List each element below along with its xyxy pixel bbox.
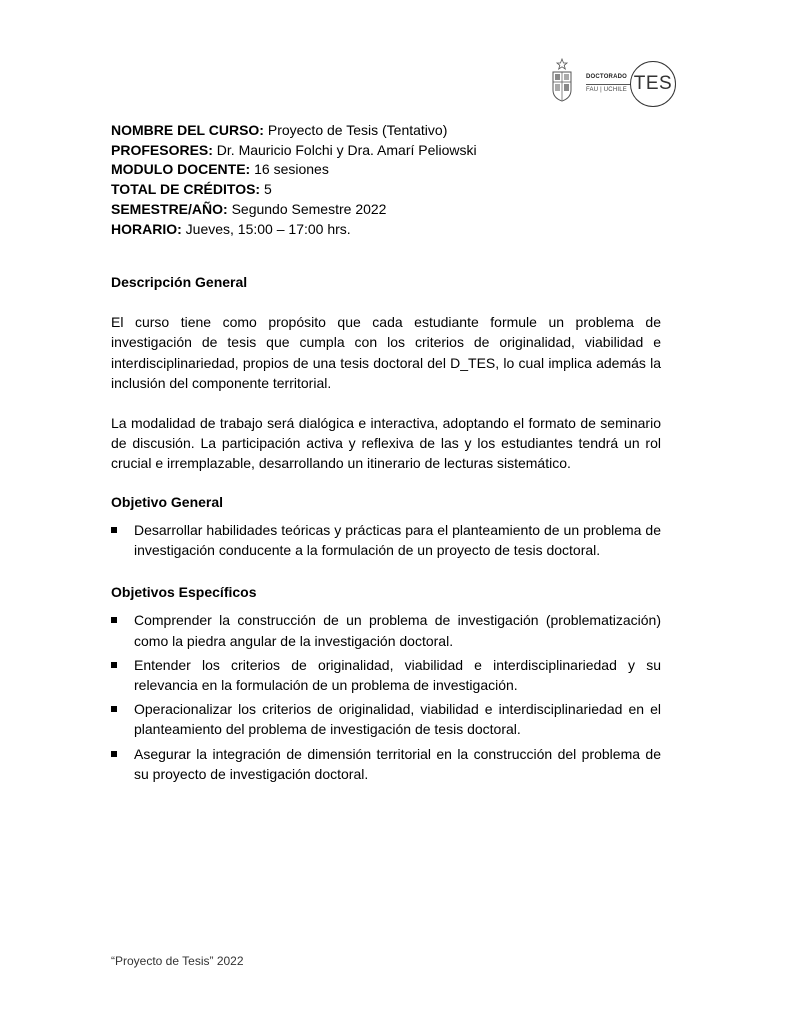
general-description-heading: Descripción General (111, 274, 248, 290)
logo-institution-text: FAU | UCHILE (586, 87, 627, 93)
tes-logo-mark (630, 61, 676, 107)
course-name-value: Proyecto de Tesis (Tentativo) (267, 122, 448, 138)
general-objective-heading: Objetivo General (111, 493, 224, 510)
main-content (111, 272, 661, 788)
specific-objective-text: Entender los criterios de originalidad, viabilidad e interdisciplinariedad y su relevancia en la formulación de un problema de investigación. (134, 656, 661, 694)
list-item (111, 699, 661, 739)
credits-line (111, 180, 671, 200)
schedule-label: HORARIO: (111, 220, 182, 237)
page-footer: “Proyecto de Tesis” 2022 (111, 954, 244, 968)
bullet-square-icon (111, 751, 117, 757)
logo-program-text: DOCTORADO (586, 74, 628, 80)
specific-objective-text: Operacionalizar los criterios de originalidad, viabilidad e interdisciplinariedad en el planteamiento del problema de investigación de tesis doctoral. (134, 701, 661, 738)
professors-value: Dr. Mauricio Folchi y Dra. Amarí Peliowski (216, 141, 477, 158)
description-paragraph-1: El curso tiene como propósito que cada estudiante formule un problema de investigación de tesis que cumpla con los criterios de originalidad, viabilidad e interdisciplinariedad, propios de una tesis doctoral del D_TES, lo cual implica además la inclusión del componente territorial. (111, 314, 661, 391)
credits-value: 5 (263, 181, 272, 198)
general-objective-list (111, 520, 661, 560)
specific-objective-text: Asegurar la integración de dimensión territorial en la construcción del problema de su proyecto de investigación doctoral. (134, 745, 661, 782)
general-objective-text: Desarrollar habilidades teóricas y prácticas para el planteamiento de un problema de investigación conducente a la formulación de un proyecto de tesis doctoral. (134, 521, 661, 559)
schedule-value: Jueves, 15:00 – 17:00 hrs. (185, 220, 351, 237)
professors-label: PROFESORES: (111, 141, 213, 158)
teaching-module-label: MODULO DOCENTE: (111, 161, 251, 178)
professors-line (111, 141, 671, 161)
tes-logo-text: TES (633, 73, 673, 94)
course-info-block (111, 121, 671, 239)
specific-objective-text: Comprender la construcción de un problema de investigación (problematización) como la piedra angular de la investigación doctoral. (134, 612, 661, 649)
bullet-square-icon (111, 706, 117, 712)
schedule-line (111, 220, 671, 240)
description-paragraph-2: La modalidad de trabajo será dialógica e interactiva, adoptando el formato de seminario de discusión. La participación activa y reflexiva de las y los estudiantes tendrá un rol crucial e irremplazable, desarrollando un itinerario de lecturas sistemático. (111, 415, 661, 472)
semester-value: Segundo Semestre 2022 (231, 200, 387, 217)
teaching-module-line (111, 160, 671, 180)
course-name-label: NOMBRE DEL CURSO: (111, 122, 264, 138)
specific-objectives-heading: Objetivos Específicos (111, 584, 257, 601)
university-crest-icon (550, 58, 574, 102)
list-item (111, 655, 661, 695)
teaching-module-value: 16 sesiones (254, 161, 329, 178)
bullet-square-icon (111, 617, 117, 623)
bullet-square-icon (111, 527, 117, 533)
semester-label: SEMESTRE/AÑO: (111, 200, 228, 217)
list-item (111, 744, 661, 784)
course-name-line (111, 121, 671, 141)
list-item (111, 520, 661, 560)
credits-label: TOTAL DE CRÉDITOS: (111, 181, 261, 198)
bullet-square-icon (111, 662, 117, 668)
semester-line (111, 200, 671, 220)
list-item (111, 610, 661, 650)
doctorado-tes-logo (550, 56, 690, 112)
logo-divider (586, 84, 632, 85)
specific-objectives-list (111, 610, 661, 784)
